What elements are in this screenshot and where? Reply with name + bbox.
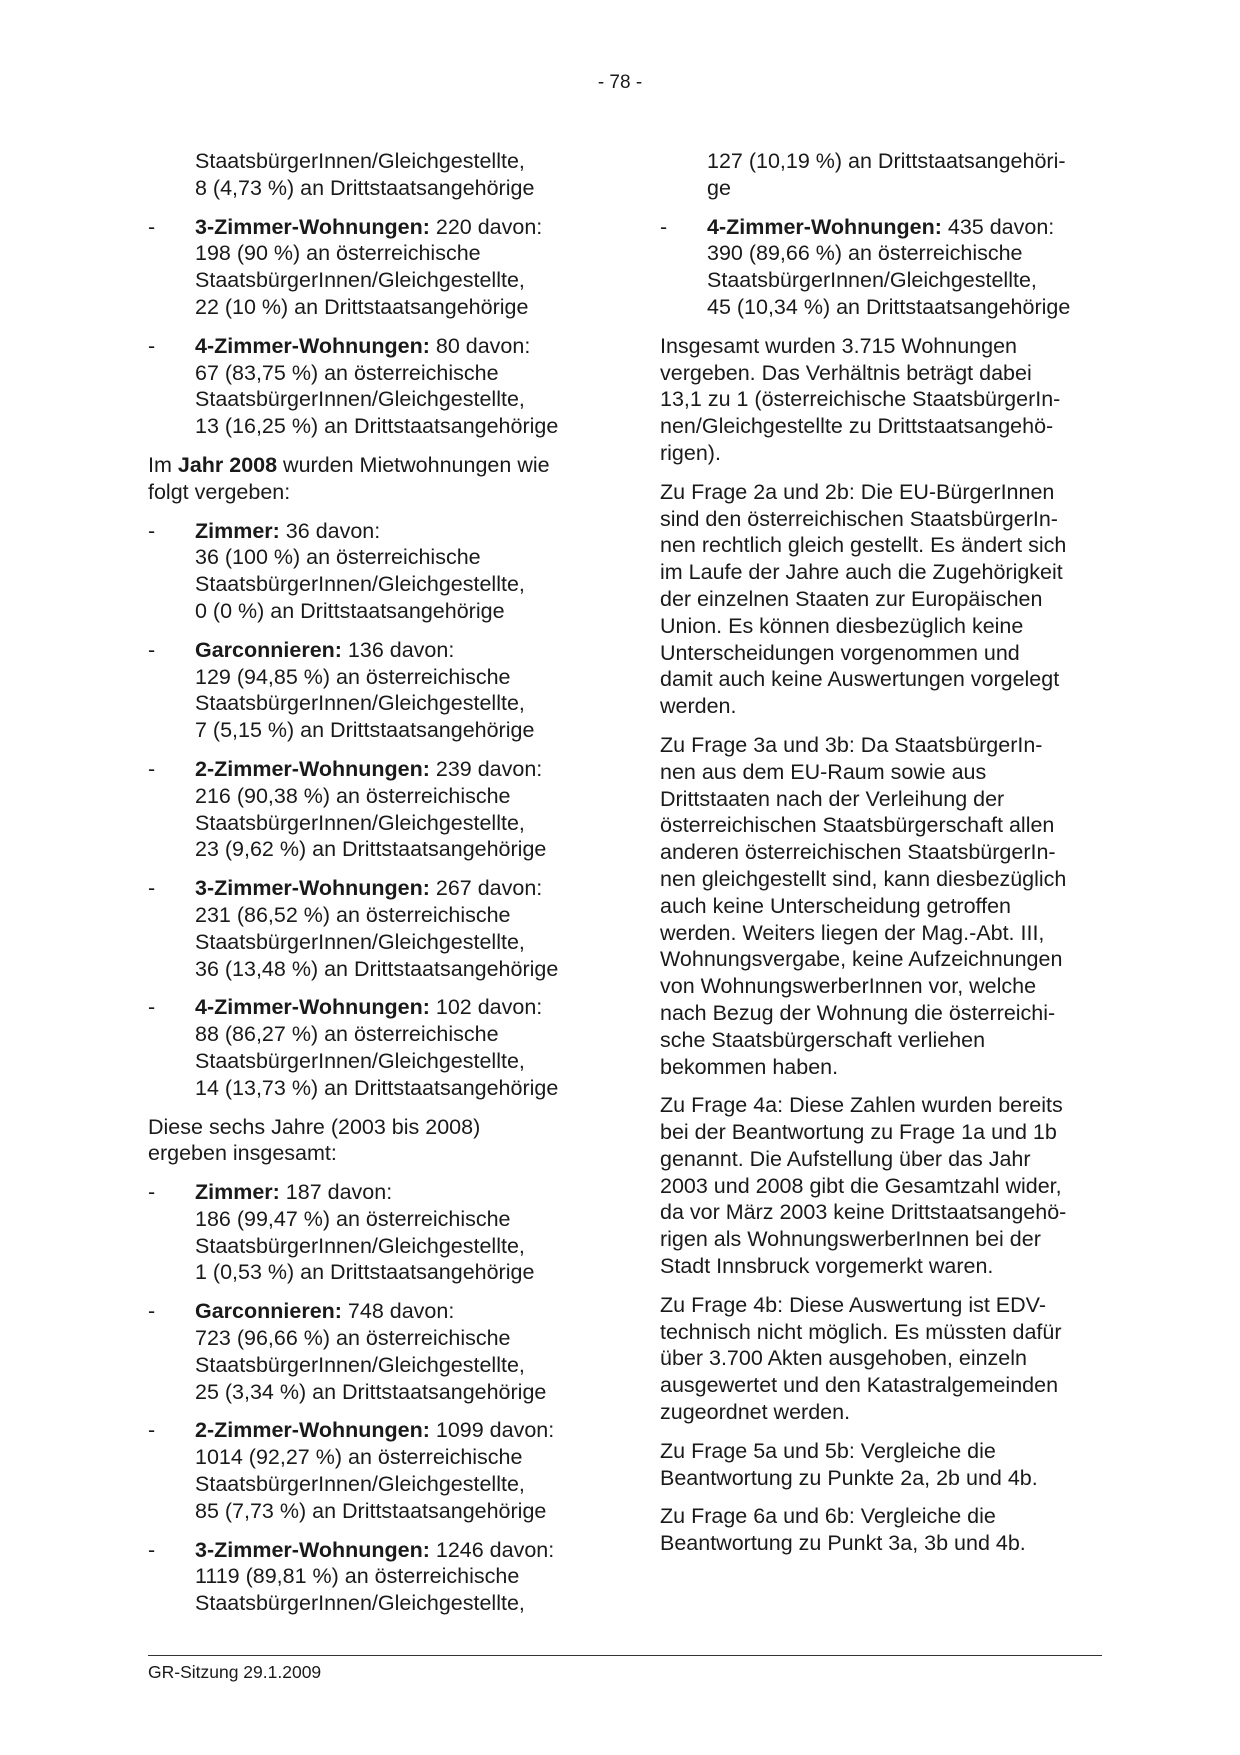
text-line: Zu Frage 5a und 5b: Vergleiche die [660, 1438, 996, 1463]
item-heading: 4-Zimmer-Wohnungen: 435 davon: [707, 214, 1055, 239]
dash-bullet: - [148, 637, 156, 662]
dash-bullet: - [148, 995, 156, 1020]
list-item [148, 518, 608, 625]
text-line: ge [707, 175, 731, 200]
text-line: genannt. Die Aufstellung über das Jahr [660, 1146, 1031, 1171]
dash-bullet: - [148, 1418, 156, 1443]
item-heading: Zimmer: 187 davon: [195, 1180, 393, 1205]
text-line: Zu Frage 2a und 2b: Die EU-BürgerInnen [660, 479, 1055, 504]
dash-bullet: - [148, 1537, 156, 1562]
text-line: anderen österreichischen StaatsbürgerIn- [660, 840, 1056, 865]
text-line: ergeben insgesamt: [148, 1141, 337, 1166]
footer-text: GR-Sitzung 29.1.2009 [148, 1662, 322, 1682]
page-number: - 78 - [597, 72, 643, 93]
dash-bullet: - [148, 214, 156, 239]
text-line: 129 (94,85 %) an österreichische [195, 664, 511, 689]
text-line: von WohnungswerberInnen vor, welche [660, 974, 1037, 999]
text-line: österreichischen Staatsbürgerschaft allen [660, 813, 1055, 838]
item-heading: 3-Zimmer-Wohnungen: 220 davon: [195, 214, 543, 239]
text-line: ausgewertet und den Katastralgemeinden [660, 1373, 1059, 1398]
text-line: StaatsbürgerInnen/Gleichgestellte, [195, 929, 525, 954]
text-line: technisch nicht möglich. Es müssten dafür [660, 1319, 1062, 1344]
paragraph-frage-4a [660, 1092, 1100, 1280]
list-item [148, 1417, 608, 1524]
text-line: Im Jahr 2008 wurden Mietwohnungen wie [148, 452, 550, 477]
text-line: nen/Gleichgestellte zu Drittstaatsangehö- [660, 414, 1054, 439]
text-line: zugeordnet werden. [660, 1400, 851, 1425]
text-line: 36 (100 %) an österreichische [195, 545, 481, 570]
text-line: 2003 und 2008 gibt die Gesamtzahl wider, [660, 1173, 1062, 1198]
text-line: 231 (86,52 %) an österreichische [195, 902, 511, 927]
text-line: 186 (99,47 %) an österreichische [195, 1206, 511, 1231]
text-line: sind den österreichischen StaatsbürgerIn- [660, 506, 1058, 531]
paragraph-insgesamt [660, 333, 1100, 467]
text-line: StaatsbürgerInnen/Gleichgestellte, [195, 1233, 525, 1258]
text-line: StaatsbürgerInnen/Gleichgestellte, [195, 810, 525, 835]
list-item [148, 994, 608, 1101]
dash-bullet: - [148, 756, 156, 781]
text-line: 0 (0 %) an Drittstaatsangehörige [195, 598, 505, 623]
text-line: Stadt Innsbruck vorgemerkt waren. [660, 1254, 994, 1279]
continued-text [148, 148, 608, 202]
text-line: 22 (10 %) an Drittstaatsangehörige [195, 294, 529, 319]
text-line: 216 (90,38 %) an österreichische [195, 783, 511, 808]
text-line: auch keine Unterscheidung getroffen [660, 893, 1012, 918]
text-line: 8 (4,73 %) an Drittstaatsangehörige [195, 175, 535, 200]
text-line: nen aus dem EU-Raum sowie aus [660, 759, 987, 784]
list-item [660, 214, 1100, 321]
text-line: StaatsbürgerInnen/Gleichgestellte, [195, 1352, 525, 1377]
item-heading: 3-Zimmer-Wohnungen: 267 davon: [195, 876, 543, 901]
text-line: rigen als WohnungswerberInnen bei der [660, 1227, 1041, 1252]
list-item [148, 756, 608, 863]
list-item [148, 875, 608, 982]
dash-bullet: - [148, 1180, 156, 1205]
text-line: StaatsbürgerInnen/Gleichgestellte, [195, 1048, 525, 1073]
item-heading: 2-Zimmer-Wohnungen: 1099 davon: [195, 1418, 555, 1443]
text-line: der einzelnen Staaten zur Europäischen [660, 586, 1043, 611]
text-line: Beantwortung zu Punkte 2a, 2b und 4b. [660, 1465, 1038, 1490]
list-item [148, 214, 608, 321]
text-line: 7 (5,15 %) an Drittstaatsangehörige [195, 718, 535, 743]
right-column [660, 148, 1100, 1569]
paragraph-2008 [148, 452, 608, 506]
text-line: Union. Es können diesbezüglich keine [660, 613, 1024, 638]
text-line: Zu Frage 6a und 6b: Vergleiche die [660, 1504, 996, 1529]
text-line: 198 (90 %) an österreichische [195, 241, 481, 266]
list-item [148, 1537, 608, 1617]
text-line: folgt vergeben: [148, 479, 291, 504]
item-heading: 4-Zimmer-Wohnungen: 102 davon: [195, 995, 543, 1020]
text-line: StaatsbürgerInnen/Gleichgestellte, [195, 691, 525, 716]
text-line: Beantwortung zu Punkt 3a, 3b und 4b. [660, 1531, 1026, 1556]
text-line: 723 (96,66 %) an österreichische [195, 1326, 511, 1351]
text-line: Insgesamt wurden 3.715 Wohnungen [660, 333, 1017, 358]
text-line: nach Bezug der Wohnung die österreichi- [660, 1000, 1056, 1025]
text-line: sche Staatsbürgerschaft verliehen [660, 1027, 986, 1052]
list-item [148, 1179, 608, 1286]
text-line: nen gleichgestellt sind, kann diesbezüglich [660, 866, 1067, 891]
text-line: Unterscheidungen vorgenommen und [660, 640, 1020, 665]
footer-rule [148, 1655, 1102, 1656]
text-line: 127 (10,19 %) an Drittstaatsangehöri- [707, 149, 1066, 173]
text-line: werden. Weiters liegen der Mag.-Abt. III, [660, 920, 1045, 945]
dash-bullet: - [148, 1299, 156, 1324]
text-line: 13 (16,25 %) an Drittstaatsangehörige [195, 414, 559, 439]
paragraph-frage-2 [660, 479, 1100, 720]
text-line: 23 (9,62 %) an Drittstaatsangehörige [195, 837, 547, 862]
text-line: bei der Beantwortung zu Frage 1a und 1b [660, 1120, 1057, 1145]
text-line: 36 (13,48 %) an Drittstaatsangehörige [195, 956, 559, 981]
paragraph-frage-5 [660, 1438, 1100, 1492]
paragraph-frage-6 [660, 1503, 1100, 1557]
text-line: nen rechtlich gleich gestellt. Es ändert sich [660, 533, 1067, 558]
text-line: StaatsbürgerInnen/Gleichgestellte, [195, 387, 525, 412]
list-item [148, 637, 608, 744]
text-line: 1014 (92,27 %) an österreichische [195, 1445, 523, 1470]
text-line: Diese sechs Jahre (2003 bis 2008) [148, 1114, 481, 1139]
item-heading: Garconnieren: 136 davon: [195, 637, 455, 662]
text-line: StaatsbürgerInnen/Gleichgestellte, [195, 1591, 525, 1616]
dash-bullet: - [148, 518, 156, 543]
text-line: 1 (0,53 %) an Drittstaatsangehörige [195, 1260, 535, 1285]
paragraph-total [148, 1114, 608, 1168]
text-line: Zu Frage 3a und 3b: Da StaatsbürgerIn- [660, 732, 1043, 757]
text-line: 85 (7,73 %) an Drittstaatsangehörige [195, 1498, 547, 1523]
text-line: Zu Frage 4b: Diese Auswertung ist EDV- [660, 1292, 1046, 1317]
text-line: vergeben. Das Verhältnis beträgt dabei [660, 360, 1032, 385]
list-item [148, 333, 608, 440]
text-line: 67 (83,75 %) an österreichische [195, 360, 499, 385]
text-line: 14 (13,73 %) an Drittstaatsangehörige [195, 1075, 559, 1100]
text-line: bekommen haben. [660, 1054, 839, 1079]
text-line: damit auch keine Auswertungen vorgelegt [660, 667, 1060, 692]
item-heading: 3-Zimmer-Wohnungen: 1246 davon: [195, 1537, 555, 1562]
text-line: StaatsbürgerInnen/Gleichgestellte, [195, 149, 525, 173]
text-line: rigen). [660, 440, 721, 465]
item-heading: Zimmer: 36 davon: [195, 518, 381, 543]
text-line: Wohnungsvergabe, keine Aufzeichnungen [660, 947, 1063, 972]
item-heading: Garconnieren: 748 davon: [195, 1299, 455, 1324]
left-column [148, 148, 608, 1629]
text-line: Drittstaaten nach der Verleihung der [660, 786, 1005, 811]
text-line: 25 (3,34 %) an Drittstaatsangehörige [195, 1379, 547, 1404]
text-line: 1119 (89,81 %) an österreichische [195, 1564, 520, 1589]
text-line: StaatsbürgerInnen/Gleichgestellte, [195, 268, 525, 293]
text-line: 13,1 zu 1 (österreichische StaatsbürgerIn- [660, 387, 1061, 412]
text-line: werden. [660, 694, 737, 719]
text-line: 390 (89,66 %) an österreichische [707, 241, 1023, 266]
list-item [148, 1298, 608, 1405]
text-line: StaatsbürgerInnen/Gleichgestellte, [195, 1472, 525, 1497]
text-line: Zu Frage 4a: Diese Zahlen wurden bereits [660, 1093, 1063, 1118]
text-line: da vor März 2003 keine Drittstaatsangehö- [660, 1200, 1067, 1225]
text-line: im Laufe der Jahre auch die Zugehörigkeit [660, 560, 1063, 585]
text-line: über 3.700 Akten ausgehoben, einzeln [660, 1346, 1027, 1371]
item-heading: 4-Zimmer-Wohnungen: 80 davon: [195, 333, 531, 358]
dash-bullet: - [660, 214, 668, 239]
paragraph-frage-4b [660, 1292, 1100, 1426]
continued-text [660, 148, 1100, 202]
text-line: 88 (86,27 %) an österreichische [195, 1022, 499, 1047]
text-line: StaatsbürgerInnen/Gleichgestellte, [707, 268, 1037, 293]
text-line: 45 (10,34 %) an Drittstaatsangehörige [707, 294, 1071, 319]
item-heading: 2-Zimmer-Wohnungen: 239 davon: [195, 756, 543, 781]
dash-bullet: - [148, 876, 156, 901]
paragraph-frage-3 [660, 732, 1100, 1080]
dash-bullet: - [148, 333, 156, 358]
text-line: StaatsbürgerInnen/Gleichgestellte, [195, 572, 525, 597]
